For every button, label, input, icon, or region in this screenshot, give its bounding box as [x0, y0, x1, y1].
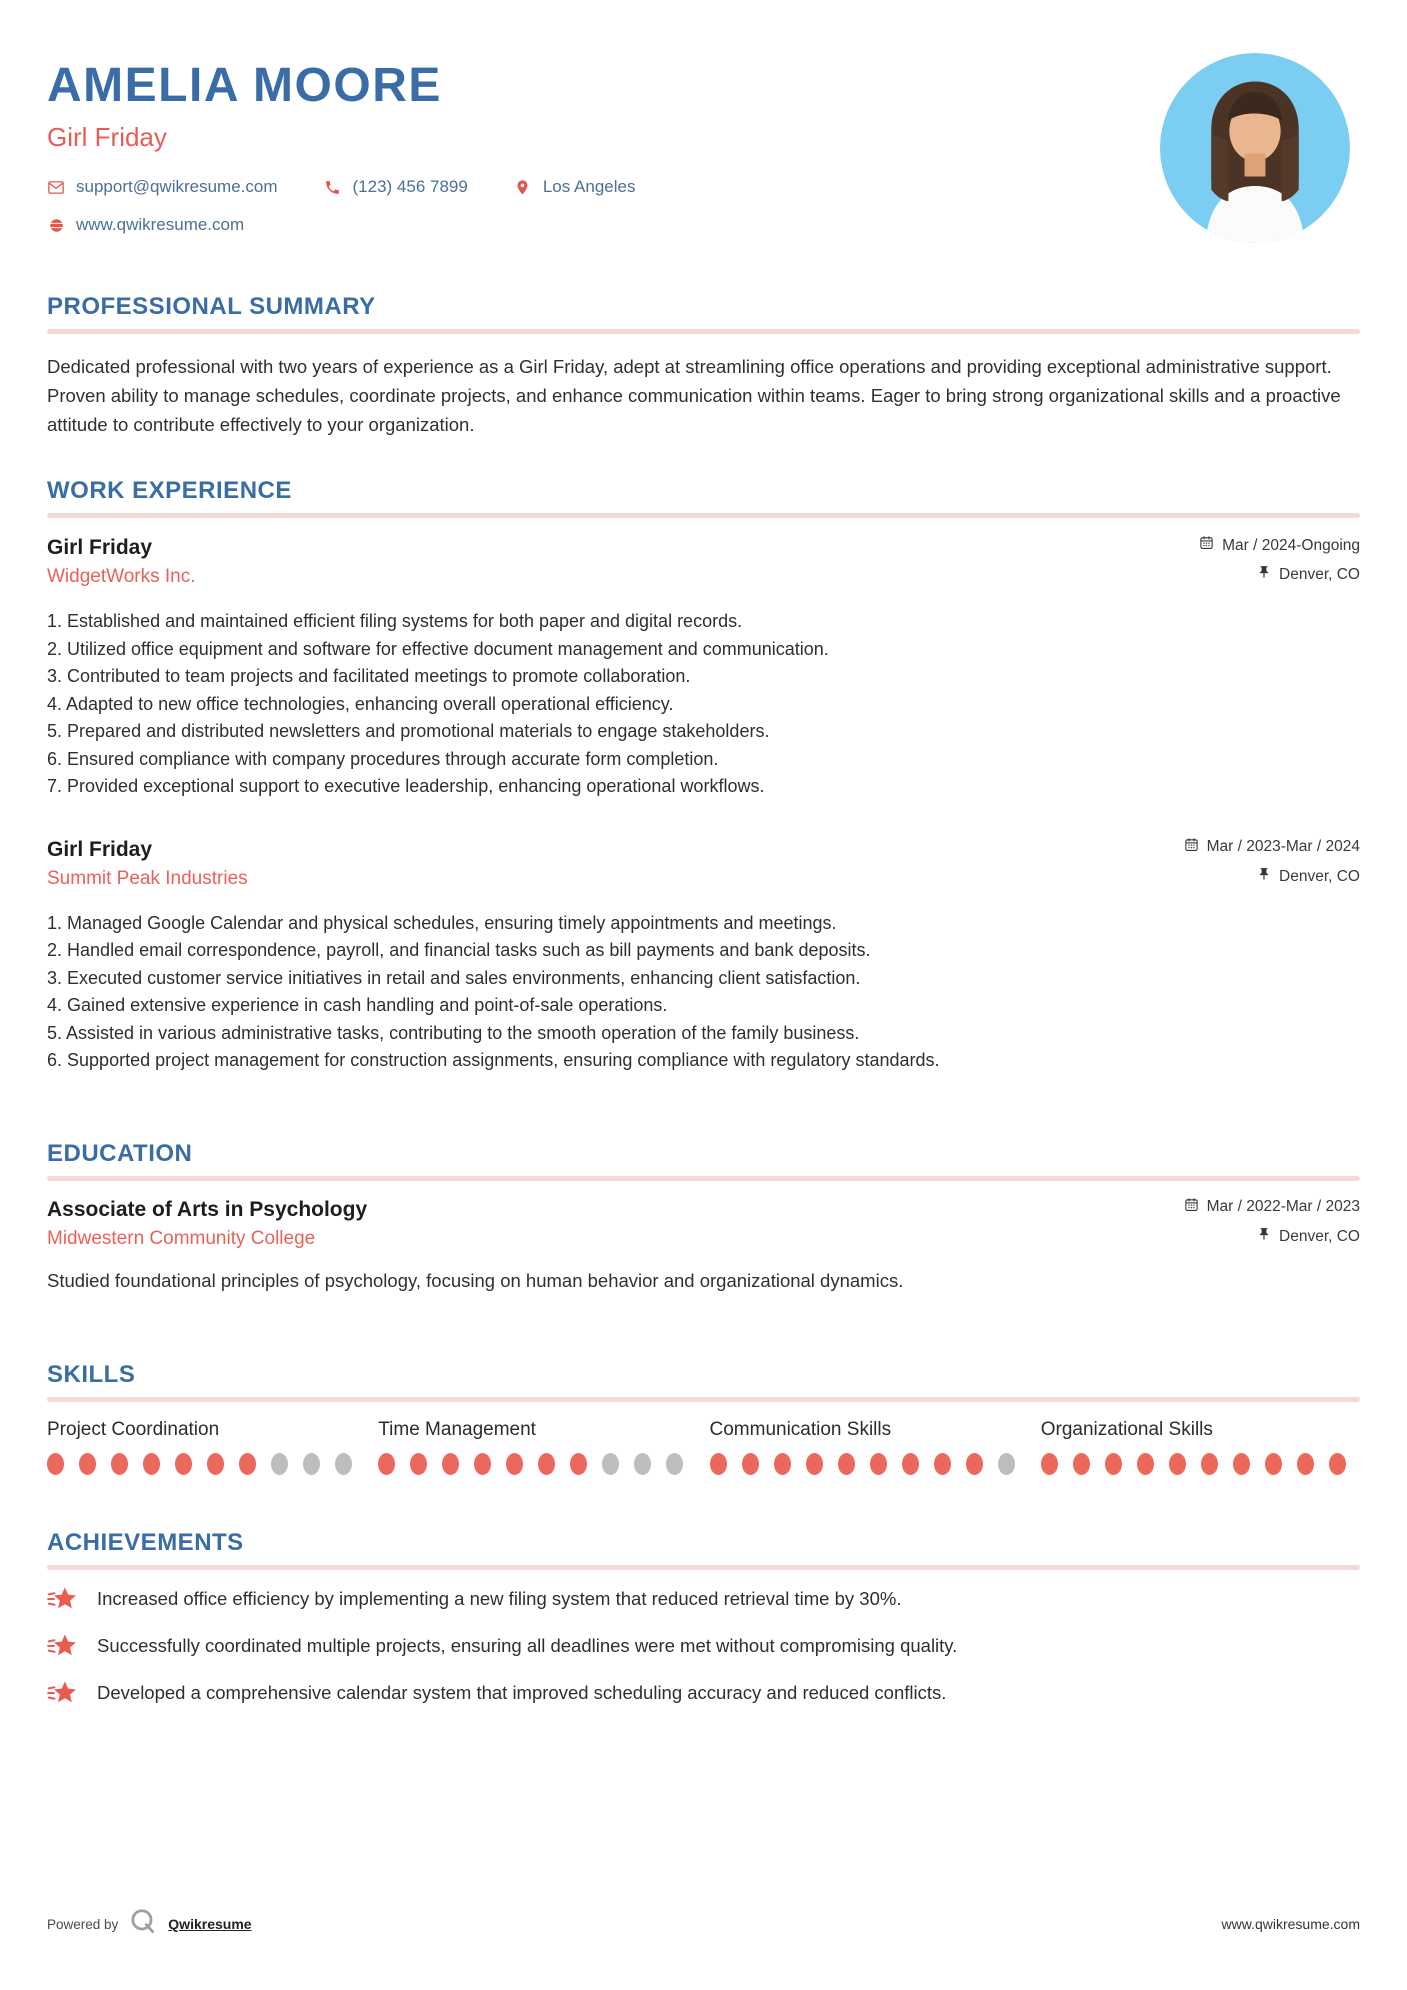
skill-item — [47, 1418, 366, 1475]
skill-dot — [143, 1453, 160, 1475]
section-divider — [47, 1565, 1360, 1570]
contact-row-2 — [47, 215, 1360, 235]
job-company: Summit Peak Industries — [47, 867, 248, 889]
experience-section — [47, 476, 1360, 1075]
achievement-list — [47, 1584, 1360, 1708]
skill-dot — [1201, 1453, 1218, 1475]
skill-rating — [47, 1453, 366, 1475]
skill-dot — [634, 1453, 651, 1475]
person-job-title: Girl Friday — [47, 122, 167, 152]
job-bullet: Gained extensive experience in cash handling and point-of-sale operations. — [67, 995, 668, 1016]
skill-dot — [710, 1453, 727, 1475]
job-bullet-list — [47, 608, 1360, 801]
skill-dot — [410, 1453, 427, 1475]
skill-dot — [1105, 1453, 1122, 1475]
job-location — [1199, 565, 1360, 584]
job-head-left — [47, 837, 248, 890]
job-bullet: Supported project management for construction assignments, ensuring compliance with regulatory standards. — [67, 1050, 940, 1071]
education-location — [1184, 1227, 1360, 1246]
contact-phone — [324, 177, 468, 197]
skill-item — [378, 1418, 697, 1475]
job-bullet: Executed customer service initiatives in retail and sales environments, enhancing client satisfaction. — [67, 967, 861, 988]
skill-dot — [175, 1453, 192, 1475]
skill-label: Project Coordination — [47, 1419, 220, 1441]
skill-dot — [742, 1453, 759, 1475]
skill-dot — [474, 1453, 491, 1475]
job-head — [47, 535, 1360, 588]
calendar-icon — [1184, 1197, 1199, 1217]
contact-website-text: www.qwikresume.com — [76, 215, 245, 234]
contact-phone-text: (123) 456 7899 — [352, 177, 468, 196]
calendar-icon — [1199, 535, 1214, 555]
job-dates — [1199, 535, 1360, 555]
job-dates-text: Mar / 2023-Mar / 2024 — [1206, 838, 1360, 856]
achievement-text: Successfully coordinated multiple projects, ensuring all deadlines were met without compromising quality. — [97, 1635, 958, 1657]
summary-section — [47, 292, 1360, 439]
job-list — [47, 535, 1360, 1075]
pushpin-icon — [1257, 565, 1271, 584]
job-title: Girl Friday — [47, 536, 153, 559]
skill-item — [1041, 1418, 1360, 1475]
person-name: AMELIA MOORE — [47, 59, 442, 112]
achievement-star-icon — [47, 1678, 79, 1708]
job-dates — [1184, 837, 1360, 857]
skill-dot — [774, 1453, 791, 1475]
job-dates-text: Mar / 2024-Ongoing — [1222, 536, 1360, 554]
skill-dot — [271, 1453, 288, 1475]
email-icon — [47, 178, 65, 197]
globe-icon — [47, 217, 65, 234]
contact-location — [514, 177, 636, 197]
map-pin-icon — [514, 179, 532, 196]
job-bullet: Handled email correspondence, payroll, and financial tasks such as bill payments and bank deposits. — [67, 940, 871, 961]
job-head-right — [1199, 535, 1360, 584]
section-divider — [47, 329, 1360, 334]
footer-brand-area — [47, 1907, 252, 1942]
skill-dot — [838, 1453, 855, 1475]
education-dates — [1184, 1197, 1360, 1217]
education-dates-text: Mar / 2022-Mar / 2023 — [1206, 1198, 1360, 1216]
skill-label: Time Management — [378, 1419, 536, 1441]
skill-dot — [1169, 1453, 1186, 1475]
skill-label: Organizational Skills — [1040, 1419, 1213, 1441]
skill-dot — [47, 1453, 64, 1475]
job-location — [1184, 867, 1360, 886]
footer-website-link[interactable]: www.qwikresume.com — [1221, 1916, 1360, 1932]
job-head-right — [1184, 837, 1360, 886]
job-head — [47, 837, 1360, 890]
skill-dot — [79, 1453, 96, 1475]
skill-label: Communication Skills — [709, 1419, 892, 1441]
job-entry — [47, 837, 1360, 1075]
job-company: WidgetWorks Inc. — [47, 566, 196, 588]
skill-dot — [335, 1453, 352, 1475]
achievement-text: Developed a comprehensive calendar system that improved scheduling accuracy and reduced conflicts. — [97, 1682, 947, 1704]
pushpin-icon — [1257, 1227, 1271, 1246]
skill-dot — [966, 1453, 983, 1475]
contact-email-text: support@qwikresume.com — [76, 177, 278, 196]
contact-row-1 — [47, 177, 1360, 197]
achievement-star-icon — [47, 1584, 79, 1614]
skill-dot — [239, 1453, 256, 1475]
section-divider — [47, 1176, 1360, 1181]
calendar-icon — [1184, 837, 1199, 857]
footer — [47, 1906, 1360, 1942]
job-bullet: Utilized office equipment and software for effective document management and communication. — [67, 638, 829, 659]
achievement-item — [47, 1584, 1360, 1614]
education-section — [47, 1139, 1360, 1295]
skills-heading: SKILLS — [47, 1361, 136, 1389]
skill-dot — [506, 1453, 523, 1475]
education-school: Midwestern Community College — [47, 1228, 316, 1250]
skill-dot — [934, 1453, 951, 1475]
skill-dot — [870, 1453, 887, 1475]
qwikresume-link[interactable]: Qwikresume — [168, 1916, 252, 1932]
achievements-heading: ACHIEVEMENTS — [47, 1529, 244, 1557]
skill-dot — [303, 1453, 320, 1475]
skills-section — [47, 1360, 1360, 1475]
job-bullet: Adapted to new office technologies, enhancing overall operational efficiency. — [66, 693, 674, 714]
phone-icon — [324, 179, 342, 196]
job-location-text: Denver, CO — [1279, 566, 1360, 583]
skill-dot — [538, 1453, 555, 1475]
education-heading: EDUCATION — [47, 1139, 193, 1167]
skill-dot — [442, 1453, 459, 1475]
skill-dot — [998, 1453, 1015, 1475]
achievement-star-icon — [47, 1631, 79, 1661]
skill-dot — [666, 1453, 683, 1475]
contact-email[interactable] — [47, 177, 278, 197]
skill-item — [710, 1418, 1029, 1475]
powered-by-label: Powered by — [47, 1916, 119, 1932]
job-location-text: Denver, CO — [1279, 867, 1360, 885]
skill-dot — [1329, 1453, 1346, 1475]
achievement-item — [47, 1678, 1360, 1708]
job-bullet: Ensured compliance with company procedures through accurate form completion. — [67, 748, 719, 769]
education-head — [47, 1197, 1360, 1250]
summary-text: Dedicated professional with two years of experience as a Girl Friday, adept at streamlining office operations and providing exceptional administrative support. Proven ability to manage schedules, coordinate projects, and enhance communication within teams. Eager to bring strong organizational skills and a proactive attitude to contribute effectively to your organization. — [47, 356, 1341, 435]
education-description: Studied foundational principles of psychology, focusing on human behavior and organizational dynamics. — [47, 1270, 904, 1292]
skill-dot — [1041, 1453, 1058, 1475]
achievement-text: Increased office efficiency by implementing a new filing system that reduced retrieval time by 30%. — [97, 1588, 902, 1610]
skill-dot — [1073, 1453, 1090, 1475]
skill-dot — [1233, 1453, 1250, 1475]
skill-rating — [1041, 1453, 1360, 1475]
job-bullet-list — [47, 910, 1360, 1075]
skill-rating — [710, 1453, 1029, 1475]
qwikresume-logo-icon — [128, 1907, 158, 1942]
skill-dot — [378, 1453, 395, 1475]
job-head-left — [47, 535, 196, 588]
section-divider — [47, 1397, 1360, 1402]
header — [47, 0, 1360, 245]
job-bullet: Established and maintained efficient filing systems for both paper and digital records. — [67, 611, 743, 632]
education-entry — [47, 1197, 1360, 1295]
job-bullet: Provided exceptional support to executive leadership, enhancing operational workflows. — [67, 776, 765, 797]
skill-dot — [111, 1453, 128, 1475]
profile-photo — [1160, 53, 1350, 243]
section-divider — [47, 513, 1360, 518]
education-degree: Associate of Arts in Psychology — [47, 1197, 368, 1221]
contact-location-text: Los Angeles — [542, 177, 636, 196]
job-bullet: Assisted in various administrative tasks, contributing to the smooth operation of the family business. — [66, 1022, 860, 1043]
job-bullet: Prepared and distributed newsletters and promotional materials to engage stakeholders. — [67, 721, 770, 742]
job-bullet: Managed Google Calendar and physical schedules, ensuring timely appointments and meetings. — [67, 912, 837, 933]
skill-dot — [207, 1453, 224, 1475]
summary-heading: PROFESSIONAL SUMMARY — [47, 293, 376, 320]
skill-dot — [1137, 1453, 1154, 1475]
contact-website[interactable] — [47, 215, 244, 235]
skill-dot — [902, 1453, 919, 1475]
education-head-left — [47, 1197, 367, 1250]
achievement-item — [47, 1631, 1360, 1661]
skills-grid — [47, 1418, 1360, 1475]
pushpin-icon — [1257, 867, 1271, 886]
job-entry — [47, 535, 1360, 801]
education-location-text: Denver, CO — [1279, 1227, 1360, 1245]
education-list — [47, 1197, 1360, 1295]
skill-dot — [602, 1453, 619, 1475]
job-title: Girl Friday — [47, 837, 153, 861]
education-head-right — [1184, 1197, 1360, 1246]
skill-dot — [1265, 1453, 1282, 1475]
skill-dot — [570, 1453, 587, 1475]
skill-dot — [806, 1453, 823, 1475]
experience-heading: WORK EXPERIENCE — [47, 477, 292, 504]
skill-rating — [378, 1453, 697, 1475]
skill-dot — [1297, 1453, 1314, 1475]
job-bullet: Contributed to team projects and facilitated meetings to promote collaboration. — [67, 666, 691, 687]
achievements-section — [47, 1528, 1360, 1708]
